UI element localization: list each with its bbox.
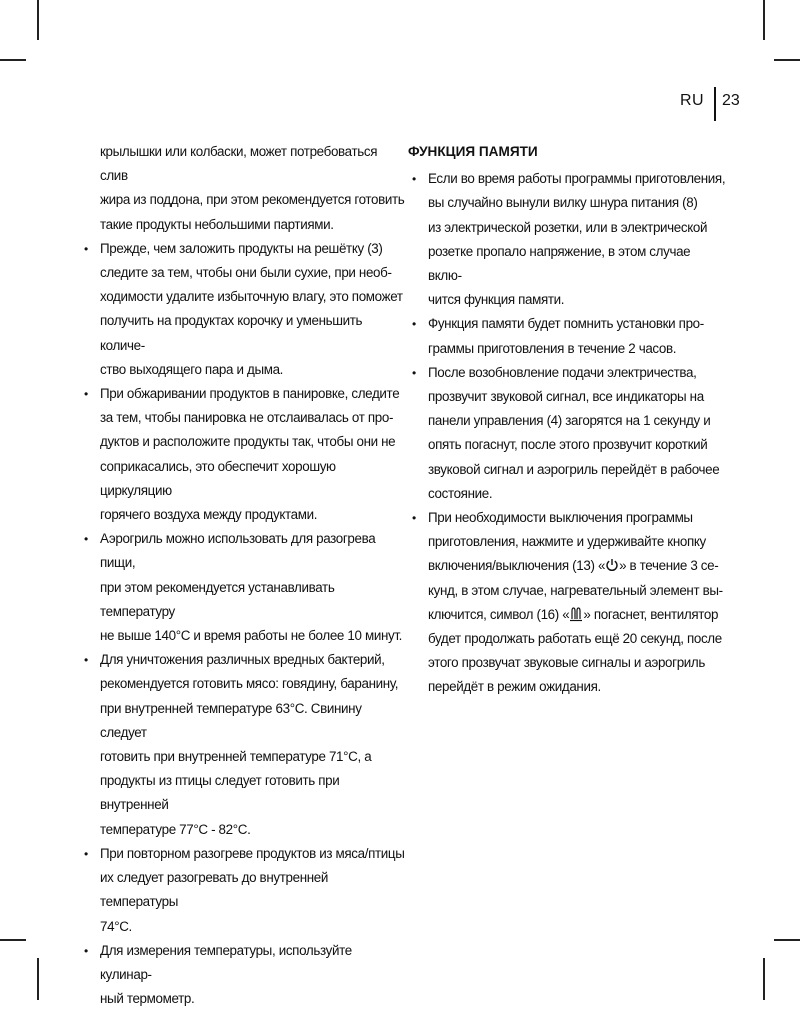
list-item-text: При повторном разогреве продуктов из мяса/птицы их следует разогревать до внутренней температуры 74°С. — [100, 845, 405, 934]
crop-mark — [0, 939, 26, 941]
list-item — [408, 506, 726, 700]
crop-mark — [763, 0, 765, 40]
list-item-text: » в течение 3 се- кунд, в этом случае, нагревательный элемент вы- ключится, символ (16) « — [428, 558, 723, 622]
bullet-icon: • — [412, 365, 416, 380]
list-item — [408, 167, 726, 312]
power-icon — [605, 558, 619, 572]
list-item — [80, 382, 406, 527]
crop-mark — [774, 59, 800, 61]
crop-mark — [37, 0, 39, 40]
right-column — [408, 140, 726, 700]
bullet-icon: • — [84, 846, 88, 861]
list-item — [80, 939, 406, 1011]
page-header — [670, 90, 750, 124]
list-item-text: Если во время работы программы приготовления, вы случайно вынули вилку шнура питания (8) из электрической розетки, или в электрической розетке пропало напряжение, в этом случае вклю- чится функция памяти. — [428, 171, 726, 308]
list-item — [80, 527, 406, 648]
bullet-icon: • — [412, 172, 416, 187]
list-item-text: После возобновление подачи электричества, прозвучит звуковой сигнал, все индикаторы на панели управления (4) загорятся на 1 секунду и опять погаснут, после этого прозвучит короткий звуковой сигнал и аэрогриль перейдёт в рабочее состояние. — [428, 364, 720, 501]
header-divider — [714, 87, 716, 121]
crop-mark — [37, 958, 39, 1000]
bullet-icon: • — [84, 532, 88, 547]
list-item-text: Аэрогриль можно использовать для разогрева пищи, при этом рекомендуется устанавливать температуру не выше 140°С и время работы не более 10 минут. — [100, 531, 403, 644]
list-item-text: При необходимости выключения программы приготовления, нажмите и удерживайте кнопку включения/выключения (13) « — [428, 510, 706, 574]
list-item-text: » погаснет, вентилятор будет продолжать работать ещё 20 секунд, после этого прозвучат звуковые сигналы и аэрогриль перейдёт в режим ожидания. — [428, 606, 722, 695]
left-column — [80, 140, 406, 1011]
bullet-icon: • — [84, 653, 88, 668]
list-item — [408, 361, 726, 506]
heating-element-icon — [569, 606, 583, 622]
list-item-text: Для измерения температуры, используйте кулинар- ный термометр. — [100, 942, 352, 1007]
crop-mark — [763, 958, 765, 1000]
section-title: ФУНКЦИЯ ПАМЯТИ — [408, 144, 538, 159]
bullet-icon: • — [412, 317, 416, 332]
crop-mark — [0, 59, 26, 61]
bullet-icon: • — [84, 943, 88, 958]
continued-paragraph: крылышки или колбаски, может потребоваться слив жира из поддона, при этом рекомендуется готовить такие продукты небольшими партиями. — [100, 144, 405, 232]
list-item-text: Для уничтожения различных вредных бактерий, рекомендуется готовить мясо: говядину, баранину, при внутренней температуре 63°С. Свинину следует готовить при внутренней температуре 71°С, а продукты из птицы следует готовить при внутренней температуре 77°С - 82°С. — [100, 652, 399, 837]
list-item — [80, 237, 406, 382]
bullet-icon: • — [412, 511, 416, 526]
list-item — [80, 842, 406, 939]
memory-function-list — [408, 167, 726, 699]
list-item-text: При обжаривании продуктов в панировке, следите за тем, чтобы панировка не отслаивалась от про- дуктов и расположите продукты так, чтобы они не соприкасались, это обеспечит хорошую циркуляцию горячего воздуха между продуктами. — [100, 386, 400, 523]
bullet-icon: • — [84, 241, 88, 256]
list-item-text: Прежде, чем заложить продукты на решётку (3) следите за тем, чтобы они были сухие, при необ- ходимости удалите избыточную влагу, это поможет получить на продуктах корочку и уменьшить количе- ство выходящего пара и дыма. — [100, 240, 403, 377]
page-number: 23 — [722, 92, 740, 109]
crop-mark — [774, 939, 800, 941]
list-item — [80, 648, 406, 842]
tips-list — [80, 237, 406, 1011]
list-item-text: Функция памяти будет помнить установки про- граммы приготовления в течение 2 часов. — [428, 316, 704, 356]
bullet-icon: • — [84, 387, 88, 402]
language-code: RU — [680, 92, 705, 109]
list-item — [408, 312, 726, 360]
